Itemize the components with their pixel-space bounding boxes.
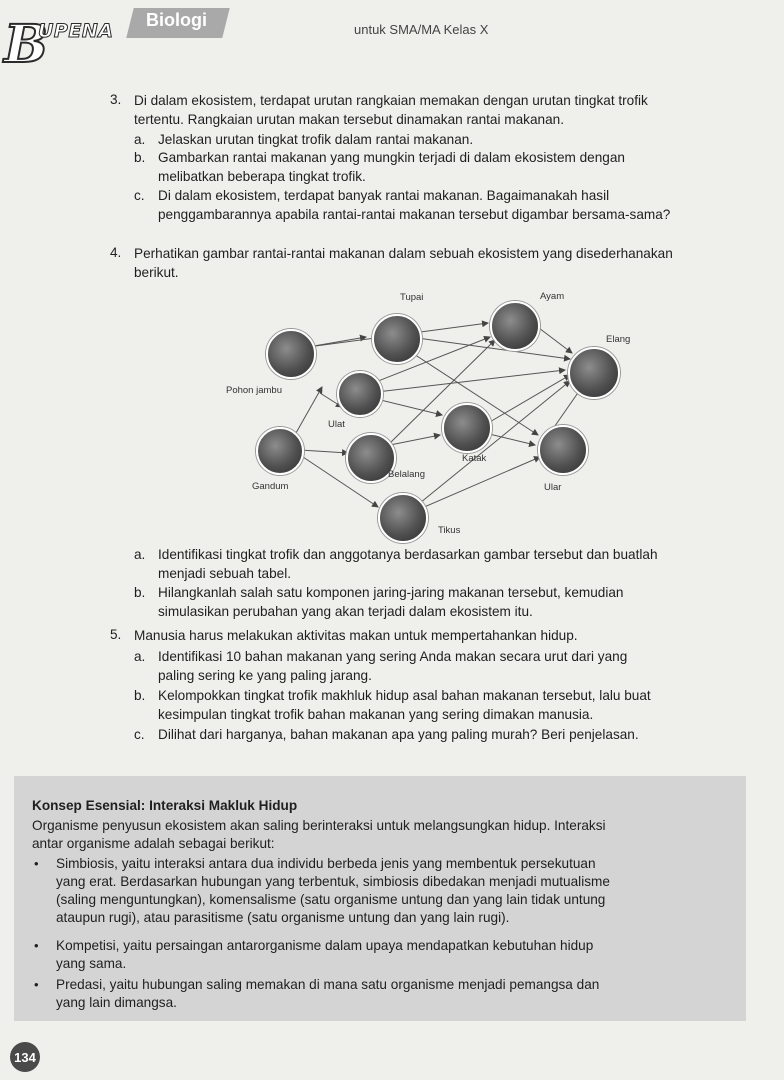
kompetisi-line2: yang sama. bbox=[56, 956, 127, 971]
gandum-image bbox=[256, 427, 304, 475]
q5-number: 5. bbox=[110, 627, 122, 642]
ulat-image bbox=[337, 371, 383, 417]
q3-item-c: c. Di dalam ekosistem, terdapat banyak rantai makanan. Bagaimanakah hasil bbox=[134, 188, 610, 203]
logo-letter: B bbox=[4, 14, 48, 75]
label-ular: Ular bbox=[544, 482, 562, 493]
q3-item-a: a. Jelaskan urutan tingkat trofik dalam rantai makanan. bbox=[134, 132, 474, 147]
q4-item-b-cont: simulasikan perubahan yang akan terjadi dalam ekosistem itu. bbox=[158, 604, 533, 619]
elang-image bbox=[568, 347, 620, 399]
concept-title: Konsep Esensial: Interaksi Makluk Hidup bbox=[32, 798, 298, 813]
page-number: 134 bbox=[10, 1042, 40, 1072]
q3-item-c-cont: penggambarannya apabila rantai-rantai makanan tersebut digambar bersama-sama? bbox=[158, 207, 671, 222]
concept-intro-line1: Organisme penyusun ekosistem akan saling berinteraksi untuk melangsungkan hidup. Interaksi bbox=[32, 818, 606, 833]
simbiosis-line2: yang erat. Berdasarkan hubungan yang terbentuk, simbiosis dibedakan menjadi mutualisme bbox=[56, 874, 610, 889]
simbiosis-line4: ataupun rugi), atau parasitisme (satu organisme untung dan yang lain rugi). bbox=[56, 910, 510, 925]
q5-item-a-cont: paling sering ke yang paling jarang. bbox=[158, 668, 372, 683]
q3-item-b: b. Gambarkan rantai makanan yang mungkin terjadi di dalam ekosistem dengan bbox=[134, 150, 625, 165]
q3-text-line2: tertentu. Rangkaian urutan makan tersebut dinamakan rantai makanan. bbox=[134, 112, 564, 127]
q5-item-a: a. Identifikasi 10 bahan makanan yang sering Anda makan secara urut dari yang bbox=[134, 649, 628, 664]
label-elang: Elang bbox=[606, 334, 631, 345]
q5-text-line1: Manusia harus melakukan aktivitas makan untuk mempertahankan hidup. bbox=[134, 628, 578, 643]
label-pohon-jambu: Pohon jambu bbox=[226, 385, 282, 396]
q4-text-line1: Perhatikan gambar rantai-rantai makanan dalam sebuah ekosistem yang disederhanakan bbox=[134, 246, 673, 261]
tupai-image bbox=[372, 314, 422, 364]
katak-image bbox=[442, 403, 492, 453]
kompetisi-line1: Kompetisi, yaitu persaingan antarorganisme dalam upaya mendapatkan kebutuhan hidup bbox=[56, 938, 594, 953]
book-series: untuk SMA/MA Kelas X bbox=[354, 22, 489, 37]
q4-number: 4. bbox=[110, 245, 122, 260]
food-web-arrows bbox=[210, 285, 660, 535]
predasi-line2: yang lain dimangsa. bbox=[56, 995, 177, 1010]
simbiosis-line3: (saling menguntungkan), komensalisme (satu organisme untung dan yang lain tidak untung bbox=[56, 892, 606, 907]
ular-image bbox=[538, 425, 588, 475]
q4-item-a-cont: menjadi sebuah tabel. bbox=[158, 566, 292, 581]
q3-number: 3. bbox=[110, 92, 122, 107]
page-header bbox=[0, 0, 784, 75]
label-tupai: Tupai bbox=[400, 292, 424, 303]
label-ayam: Ayam bbox=[540, 291, 565, 302]
concept-intro-line2: antar organisme adalah sebagai berikut: bbox=[32, 836, 275, 851]
subject-title: Biologi bbox=[146, 10, 207, 30]
bullet-kompetisi: • bbox=[34, 938, 39, 953]
label-belalang: Belalang bbox=[388, 469, 425, 480]
label-gandum: Gandum bbox=[252, 481, 289, 492]
q3-item-b-cont: melibatkan beberapa tingkat trofik. bbox=[158, 169, 366, 184]
food-web-diagram bbox=[210, 285, 660, 535]
bullet-simbiosis: • bbox=[34, 856, 39, 871]
q5-item-b: b. Kelompokkan tingkat trofik makhluk hidup asal bahan makanan tersebut, lalu buat bbox=[134, 688, 651, 703]
ayam-image bbox=[490, 301, 540, 351]
label-tikus: Tikus bbox=[438, 525, 461, 536]
q4-text-line2: berikut. bbox=[134, 265, 179, 280]
q5-item-b-cont: kesimpulan tingkat trofik bahan makanan yang sering dimakan manusia. bbox=[158, 707, 594, 722]
simbiosis-line1: Simbiosis, yaitu interaksi antara dua individu berbeda jenis yang membentuk persekutuan bbox=[56, 856, 596, 871]
q4-item-b: b. Hilangkanlah salah satu komponen jaring-jaring makanan tersebut, kemudian bbox=[134, 585, 624, 600]
bullet-predasi: • bbox=[34, 977, 39, 992]
label-ulat: Ulat bbox=[328, 419, 345, 430]
pohon-jambu-image bbox=[266, 329, 316, 379]
logo-text: UPENA bbox=[38, 20, 114, 42]
q3-text-line1: Di dalam ekosistem, terdapat urutan rangkaian memakan dengan urutan tingkat trofik bbox=[134, 93, 648, 108]
q4-item-a: a. Identifikasi tingkat trofik dan anggotanya berdasarkan gambar tersebut dan buatlah bbox=[134, 547, 658, 562]
predasi-line1: Predasi, yaitu hubungan saling memakan di mana satu organisme menjadi pemangsa dan bbox=[56, 977, 600, 992]
tikus-image bbox=[378, 493, 428, 543]
label-katak: Katak bbox=[462, 453, 487, 464]
q5-item-c: c. Dilihat dari harganya, bahan makanan apa yang paling murah? Beri penjelasan. bbox=[134, 727, 639, 742]
